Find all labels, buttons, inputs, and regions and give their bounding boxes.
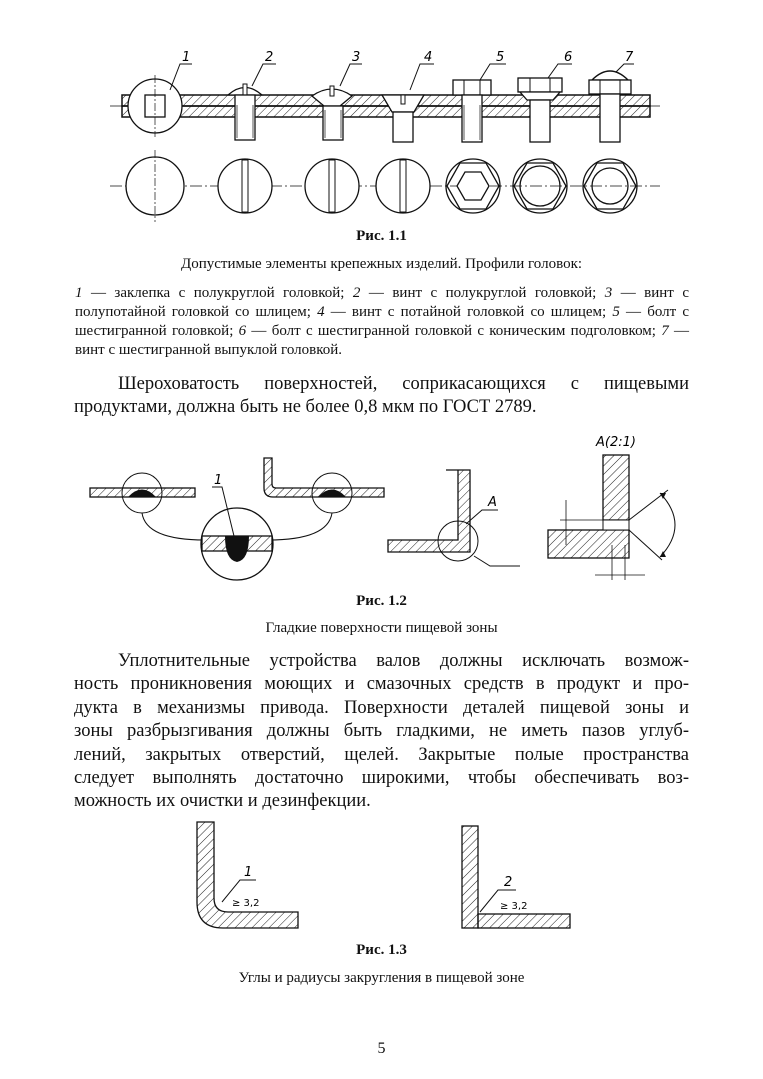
legend-num-3: 3: [604, 285, 613, 301]
fig3-number: Рис. 1.3: [356, 942, 407, 958]
fig2-title: Гладкие поверхности пищевой зоны: [265, 620, 498, 636]
fig1-number: Рис. 1.1: [356, 228, 407, 244]
fig1-label-2: 2: [265, 50, 274, 65]
fig3-title: Углы и радиусы закругления в пищевой зоне: [238, 970, 525, 986]
legend-num-1: 1: [75, 285, 83, 301]
fig2-number: Рис. 1.2: [356, 593, 407, 609]
legend-text-4: — винт с потайной головкой со шлицем;: [324, 304, 613, 320]
fig2-view-label: A(2:1): [596, 435, 636, 450]
legend-num-6: 6: [238, 323, 247, 339]
para2-line-1: Уплотнительные устройства валов должны исключать возмож-: [118, 651, 689, 671]
fig3-radius-1: ≥ 3,2: [232, 898, 260, 909]
fig3-radius-2: ≥ 3,2: [500, 901, 528, 912]
fig3-callout-2: 2: [504, 875, 513, 890]
fig2-callout-a: A: [488, 495, 497, 510]
legend-num-4: 4: [317, 304, 325, 320]
fig1-label-1: 1: [182, 50, 191, 65]
legend-text-6: — болт с шестигранной головкой с коническим подголовком;: [246, 323, 662, 339]
fig1-label-3: 3: [352, 50, 361, 65]
fig3-callout-1: 1: [244, 865, 253, 880]
legend-text-3: — винт с полупотайной головкой со шлицем;: [75, 285, 689, 320]
legend-text-7: — винт с шестигранной выпуклой головкой.: [75, 323, 689, 358]
legend-num-7: 7: [661, 323, 669, 339]
para2-line-5: лений, закрытых отверстий, щелей. Закрытые полые пространства: [74, 744, 689, 765]
para2-line-7: можность их очистки и дезинфекции.: [74, 791, 371, 812]
fig2-callout-1: 1: [214, 473, 223, 488]
legend-text-2: — винт с полукруглой головкой;: [360, 285, 605, 301]
para1-line-2: продуктами, должна быть не более 0,8 мкм по ГОСТ 2789.: [74, 397, 537, 418]
legend-text-5: — болт с шестигранной головкой;: [75, 304, 689, 339]
fig1-title: Допустимые элементы крепежных изделий. Профили головок:: [180, 256, 583, 272]
fig1-label-4: 4: [424, 50, 433, 65]
legend-num-5: 5: [612, 304, 620, 320]
para1-line-1: Шероховатость поверхностей, соприкасающихся с пищевыми: [118, 374, 689, 394]
fig1-label-5: 5: [496, 50, 505, 65]
sharp-corner-profile: [462, 826, 570, 928]
para2-line-2: ность проникновения моющих и смазочных средств в продукт и про-: [74, 674, 689, 695]
para2-line-3: дукта в механизмы привода. Поверхности деталей пищевой зоны и: [74, 697, 689, 718]
page-number: 5: [377, 1040, 386, 1057]
fig1-label-6: 6: [564, 50, 573, 65]
legend-text-1: — заклепка с полукруглой головкой;: [82, 285, 353, 301]
para2-line-4: зоны разбрызгивания должны быть гладкими, не иметь пазов углуб-: [74, 721, 689, 742]
para2-line-6: следует выполнять достаточно широкими, чтобы обеспечивать воз-: [74, 768, 689, 789]
fig1-label-7: 7: [625, 50, 634, 65]
legend-num-2: 2: [352, 285, 361, 301]
